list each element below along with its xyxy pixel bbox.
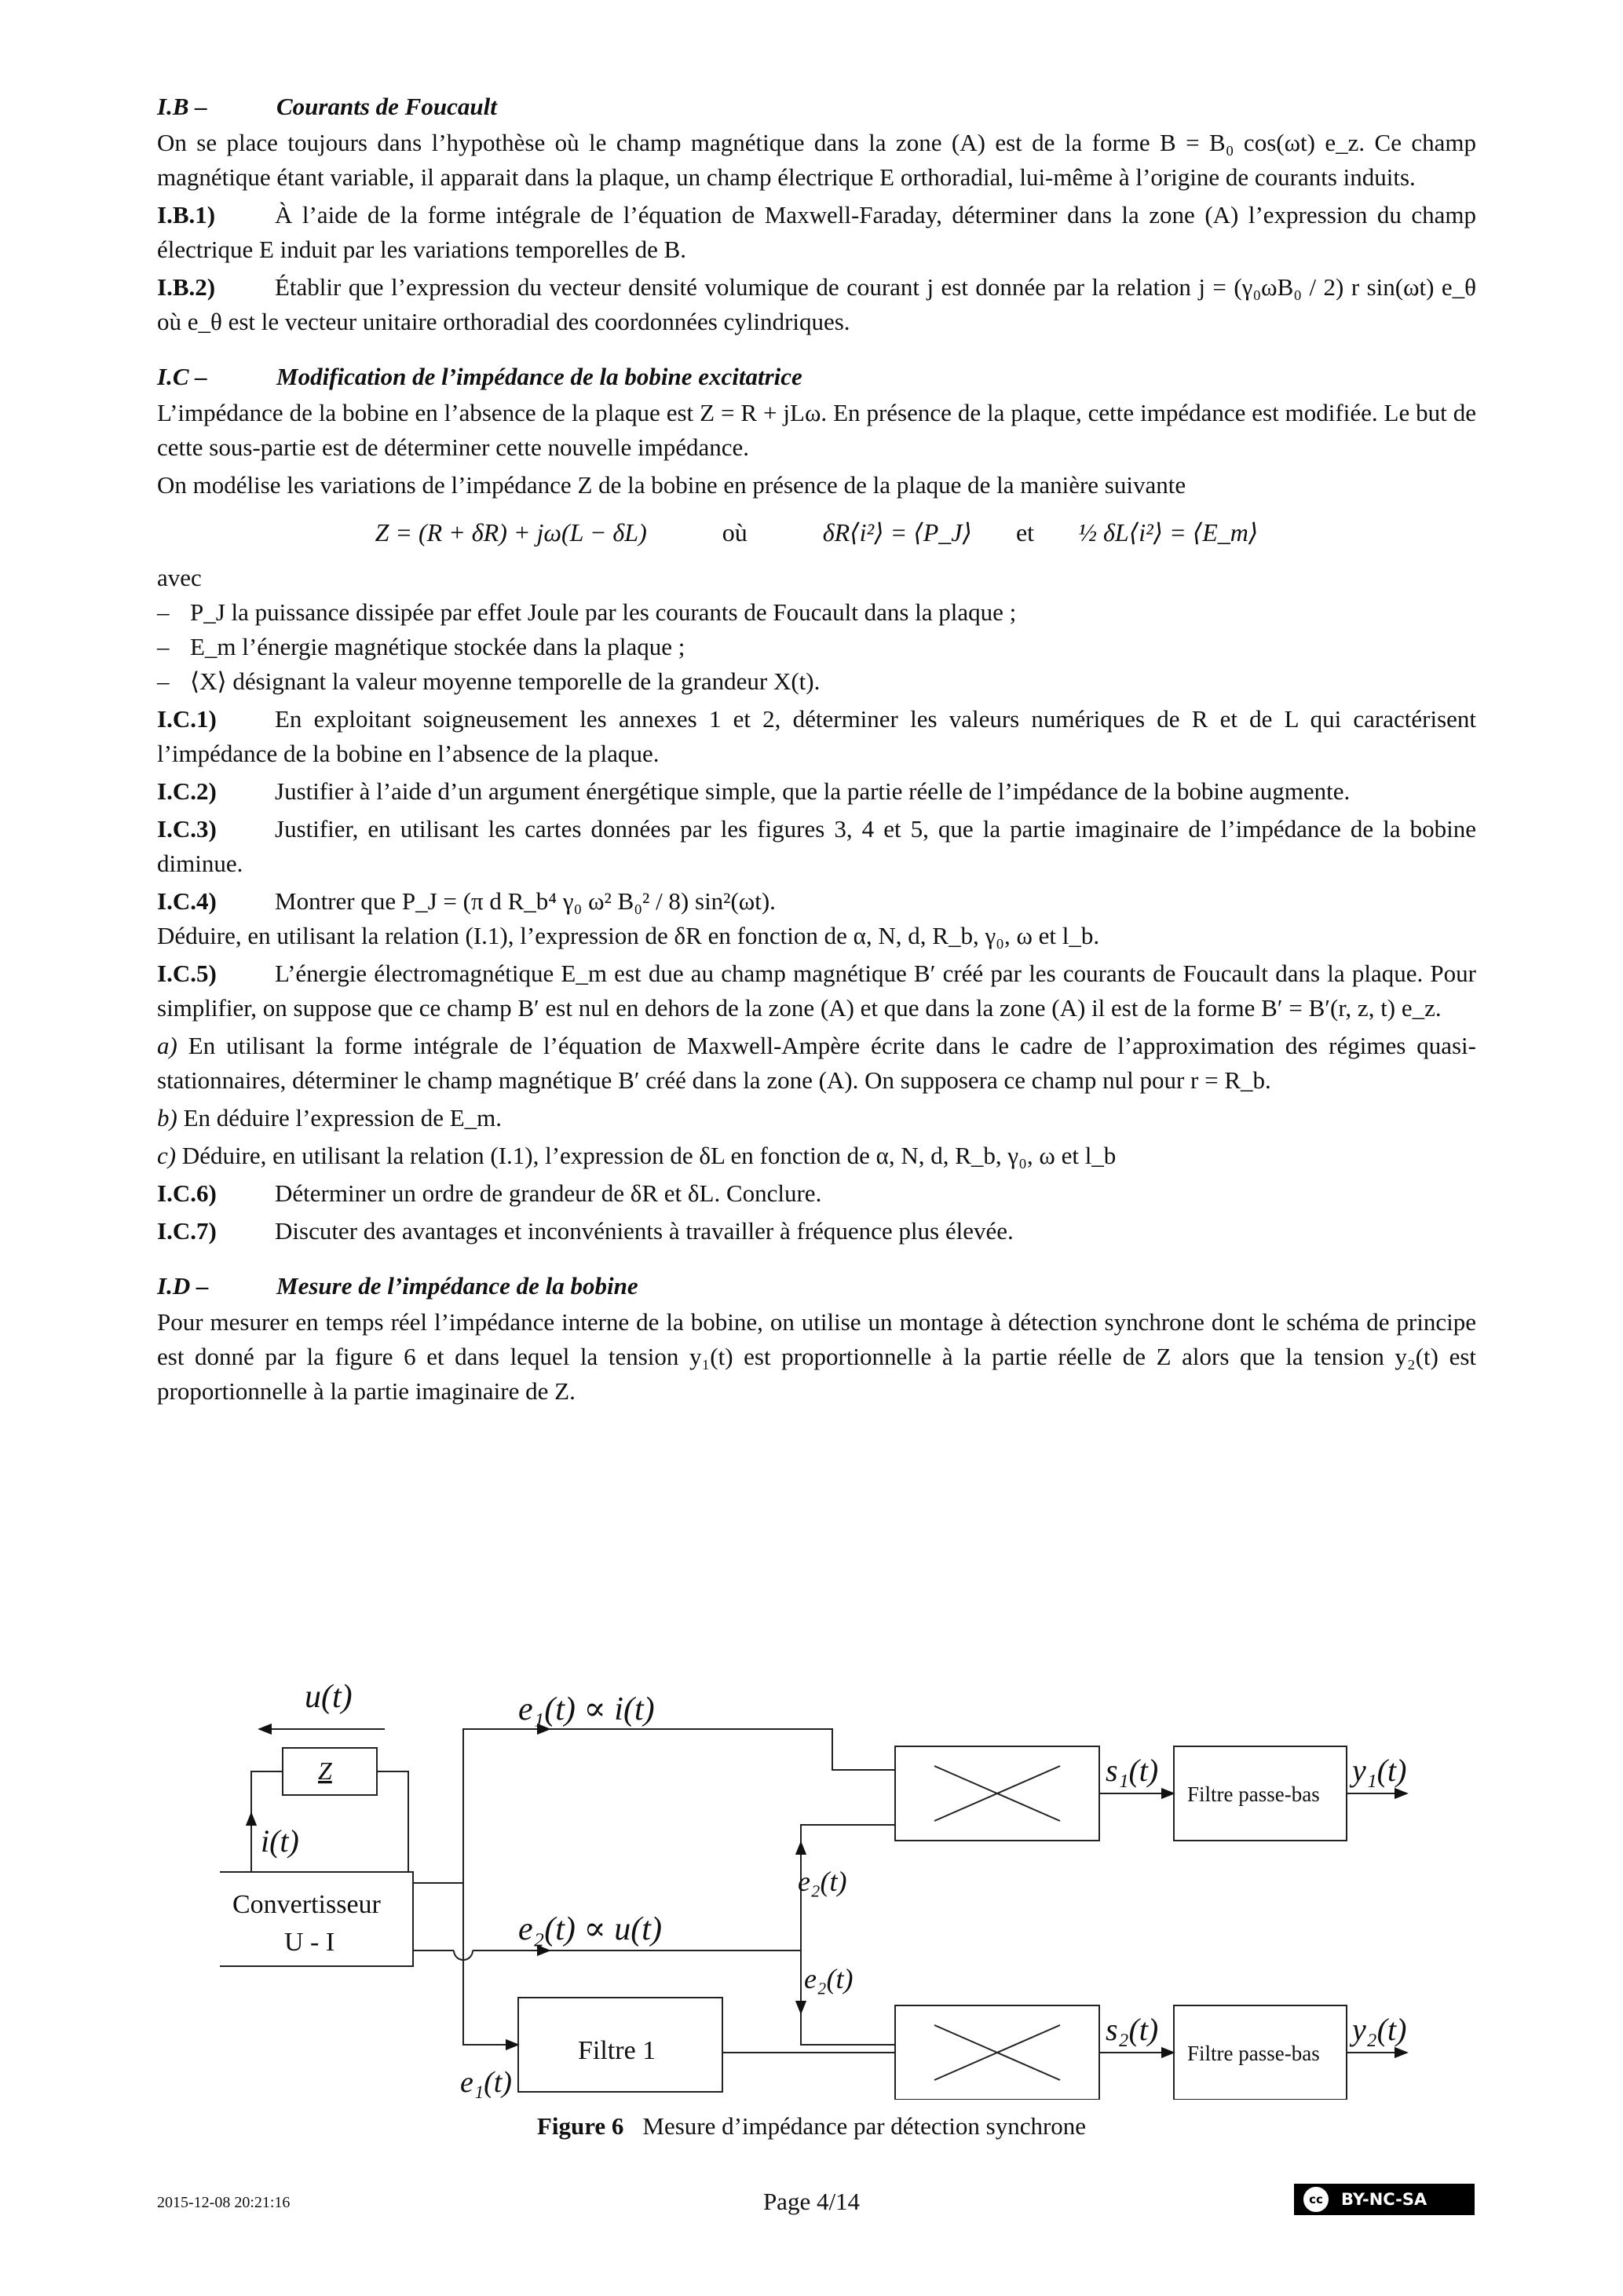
definitions-list [157, 595, 1476, 699]
license-text: BY-NC-SA [1341, 2190, 1427, 2209]
question-number: I.C.4) [157, 887, 217, 915]
z-label: Z [318, 1757, 332, 1785]
question-ic4-followup: Déduire, en utilisant la relation (I.1), l’expression de δR en fonction de α, N, d, R_b, γ₀, ω et l_b. [157, 922, 1100, 949]
question-number: I.C.3) [157, 815, 217, 843]
question-number: I.C.5) [157, 960, 217, 987]
e2-top-label: e₂(t) [798, 1866, 847, 1897]
eq-dr: δR⟨i²⟩ = ⟨P_J⟩ [822, 518, 972, 547]
section-ic-title [157, 360, 1476, 394]
section-id-intro: Pour mesurer en temps réel l’impédance interne de la bobine, on utilise un montage à détection synchrone dont le schéma de principe est donné par la figure 6 et dans lequel la tension y₁(t) est proportionnelle à la partie réelle de Z alors que la tension y₂(t) est proportionnelle à la partie imaginaire de Z. [157, 1308, 1476, 1405]
section-id-heading: Mesure de l’impédance de la bobine [276, 1272, 638, 1300]
lowpass2-label: Filtre passe-bas [1187, 2042, 1320, 2065]
question-ic2 [157, 774, 1476, 809]
question-text: Déterminer un ordre de grandeur de δR et δL. Conclure. [275, 1179, 822, 1207]
question-text: À l’aide de la forme intégrale de l’équation de Maxwell-Faraday, déterminer dans la zone (A) l’expression du champ électrique E induit par les variations temporelles de B. [157, 201, 1476, 263]
subquestion-text: Déduire, en utilisant la relation (I.1), l’expression de δL en fonction de α, N, d, R_b, γ₀, ω et l_b [181, 1142, 1117, 1169]
converter-line2: U - I [284, 1928, 335, 1957]
question-number: I.C.1) [157, 705, 217, 733]
question-number: I.C.2) [157, 777, 217, 805]
question-text: Établir que l’expression du vecteur densité volumique de courant j est donnée par la relation j = (γ₀ωB₀ / 2) r sin(ωt) e_θ où e_θ est le vecteur unitaire orthoradial des coordonnées cylindriques. [157, 273, 1476, 335]
question-ic6 [157, 1176, 1476, 1211]
section-ib-title [157, 90, 1476, 124]
subquestion-label: c) [157, 1142, 177, 1169]
question-ic5a [157, 1029, 1476, 1098]
converter-line1: Convertisseur [232, 1890, 381, 1919]
u-label: u(t) [305, 1679, 353, 1715]
subquestion-text: En utilisant la forme intégrale de l’équation de Maxwell-Ampère écrite dans le cadre de l’approximation des régimes quasi-stationnaires, déterminer le champ magnétique B′ créé dans la zone (A). On supposera ce champ nul pour r = R_b. [157, 1032, 1476, 1094]
section-id-title [157, 1269, 1476, 1303]
figure-caption [0, 2112, 1623, 2141]
section-ib-intro: On se place toujours dans l’hypothèse où le champ magnétique dans la zone (A) est de la forme B = B₀ cos(ωt) e_z. Ce champ magnétique étant variable, il apparait dans la plaque, un champ électrique E orthoradial, lui-même à l’origine de courants induits. [157, 129, 1476, 191]
section-id-number: I.D – [157, 1272, 209, 1300]
section-ic-intro2: On modélise les variations de l’impédance Z de la bobine en présence de la plaque de la manière suivante [157, 471, 1186, 499]
e2-bottom-label: e₂(t) [804, 1963, 854, 1994]
question-number: I.B.1) [157, 201, 216, 229]
impedance-equation [157, 515, 1476, 550]
question-ic7 [157, 1214, 1476, 1249]
question-ic5 [157, 956, 1476, 1026]
question-text: Justifier, en utilisant les cartes données par les figures 3, 4 et 5, que la partie imaginaire de l’impédance de la bobine diminue. [157, 815, 1476, 877]
z-right-wire [377, 1771, 408, 1872]
s1-label: s₁(t) [1106, 1753, 1159, 1788]
list-item: – E_m l’énergie magnétique stockée dans la plaque ; [157, 630, 1476, 664]
eq-dl: ½ δL⟨i²⟩ = ⟨E_m⟩ [1078, 518, 1259, 547]
eq-et: et [1015, 518, 1035, 547]
s2-label: s₂(t) [1106, 2012, 1159, 2047]
footer-timestamp: 2015-12-08 20:21:16 [157, 2194, 291, 2211]
question-ic5c [157, 1139, 1476, 1173]
e1-down-wire [463, 1883, 518, 2045]
section-ic-heading: Modification de l’impédance de la bobine excitatrice [276, 363, 802, 390]
footer-page-number: Page 4/14 [762, 2188, 861, 2215]
license-badge [1294, 2184, 1475, 2215]
e1-bottom-label: e₁(t) [460, 2066, 512, 2099]
page-content [157, 75, 1476, 1409]
question-ib2 [157, 270, 1476, 339]
i-label: i(t) [261, 1823, 299, 1859]
question-text: En exploitant soigneusement les annexes 1 et 2, déterminer les valeurs numériques de R et de L qui caractérisent l’impédance de la bobine en l’absence de la plaque. [157, 705, 1476, 767]
filter1-label: Filtre 1 [578, 2036, 656, 2065]
question-number: I.B.2) [157, 273, 216, 301]
question-text: Justifier à l’aide d’un argument énergétique simple, que la partie réelle de l’impédance de la bobine augmente. [275, 777, 1351, 805]
eq-ou: où [722, 518, 748, 547]
question-number: I.C.7) [157, 1217, 217, 1245]
subquestion-label: b) [157, 1104, 177, 1132]
e2-prop-label: e₂(t) ∝ u(t) [518, 1911, 662, 1947]
section-ic-number: I.C – [157, 363, 207, 390]
question-ic4 [157, 884, 1476, 919]
lowpass1-label: Filtre passe-bas [1187, 1782, 1320, 1806]
creative-commons-icon: cc [1302, 2185, 1330, 2214]
y1-label: y₁(t) [1352, 1753, 1407, 1788]
question-text: Discuter des avantages et inconvénients à travailler à fréquence plus élevée. [275, 1217, 1014, 1245]
avec-label: avec [157, 564, 202, 591]
question-ib1 [157, 198, 1476, 267]
list-item: – ⟨X⟩ désignant la valeur moyenne temporelle de la grandeur X(t). [157, 664, 1476, 699]
question-text: L’énergie électromagnétique E_m est due au champ magnétique B′ créé par les courants de Foucault dans la plaque. Pour simplifier, on suppose que ce champ B′ est nul en dehors de la zone (A) et que dans la zone (A) il est de la forme B′ = B′(r, z, t) e_z. [157, 960, 1476, 1022]
synchronous-detection-diagram [220, 1676, 1413, 2100]
question-number: I.C.6) [157, 1179, 217, 1207]
subquestion-text: En déduire l’expression de E_m. [183, 1104, 503, 1132]
figure-number: Figure 6 [536, 2112, 624, 2140]
list-item: – P_J la puissance dissipée par effet Joule par les courants de Foucault dans la plaque ; [157, 595, 1476, 630]
eq-main: Z = (R + δR) + jω(L − δL) [375, 518, 647, 547]
subquestion-label: a) [157, 1032, 177, 1059]
section-ic-intro1: L’impédance de la bobine en l’absence de la plaque est Z = R + jLω. En présence de la plaque, cette impédance est modifiée. Le but de cette sous-partie est de déterminer cette nouvelle impédance. [157, 399, 1476, 461]
question-ic5b [157, 1101, 1476, 1135]
question-ic1 [157, 702, 1476, 771]
question-text: Montrer que P_J = (π d R_b⁴ γ₀ ω² B₀² / 8) sin²(ωt). [275, 887, 776, 915]
figure-caption-text: Mesure d’impédance par détection synchrone [642, 2112, 1087, 2140]
e1-prop-label: e₁(t) ∝ i(t) [518, 1691, 655, 1727]
section-ib-number: I.B – [157, 93, 207, 120]
y2-label: y₂(t) [1352, 2012, 1407, 2047]
question-ic3 [157, 812, 1476, 881]
section-ib-heading: Courants de Foucault [276, 93, 497, 120]
e1-wire [413, 1729, 895, 1883]
